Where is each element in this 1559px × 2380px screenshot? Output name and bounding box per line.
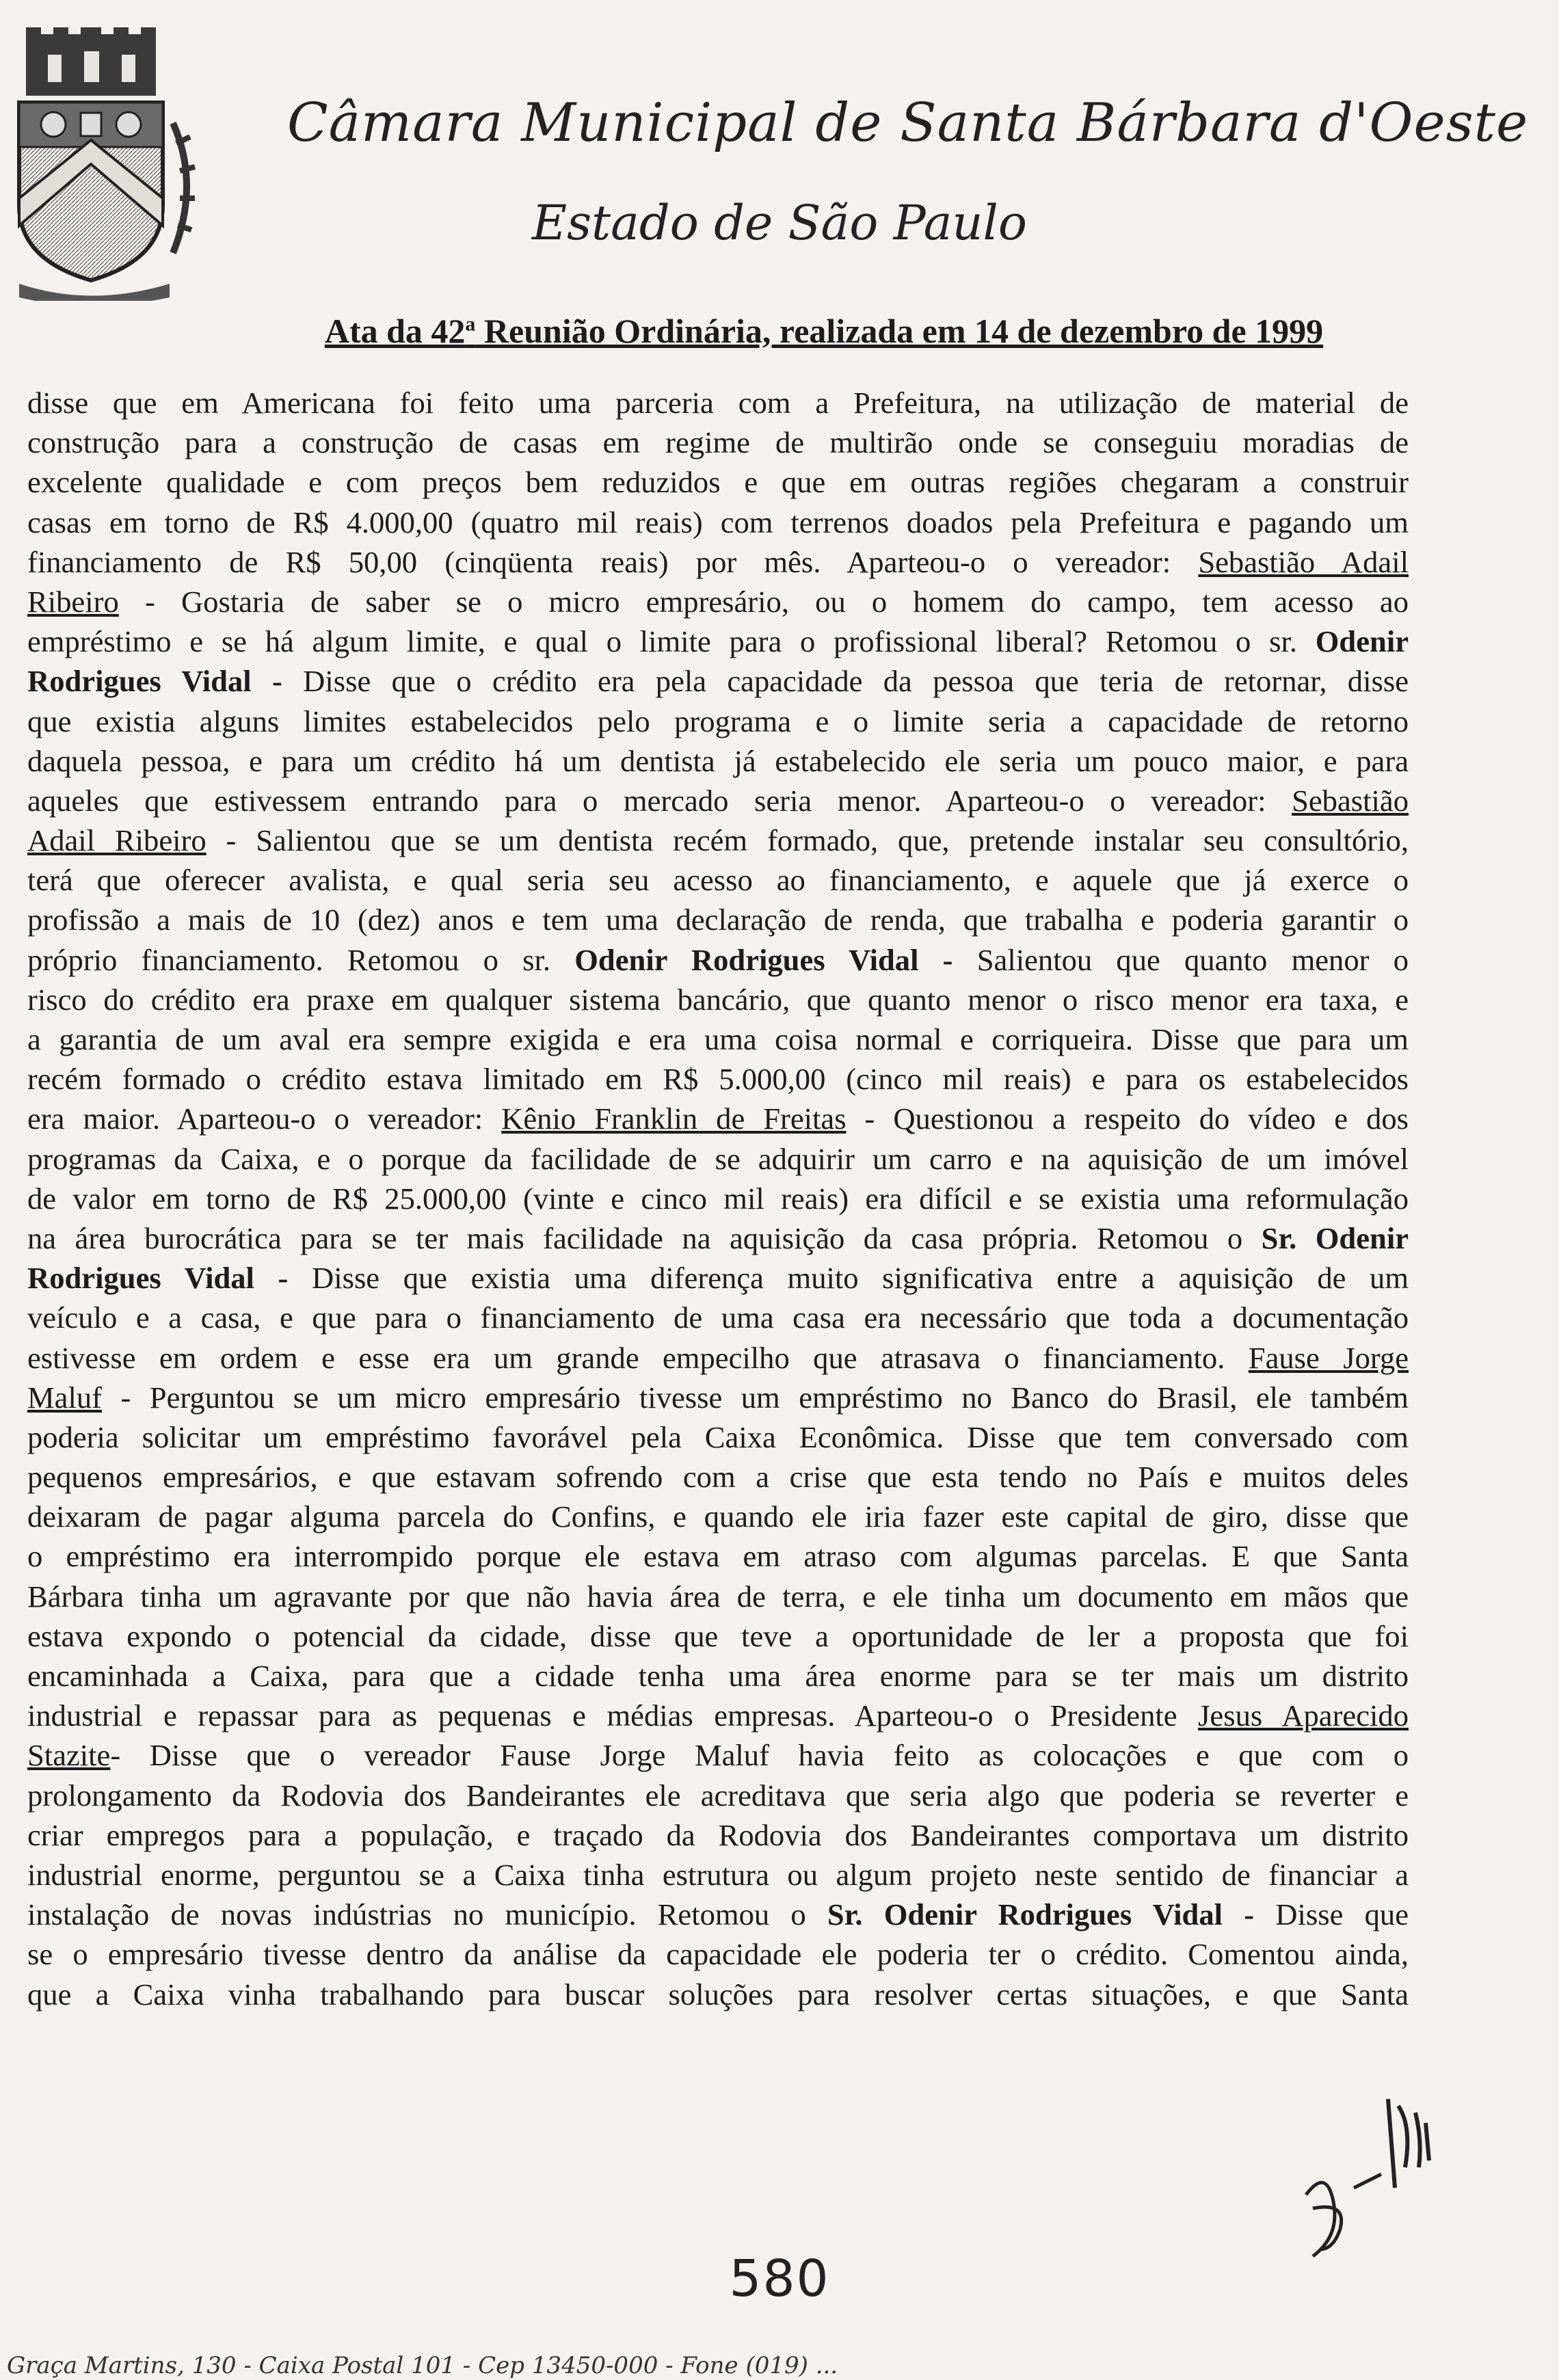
text-line xyxy=(27,1895,1409,1934)
text-line xyxy=(27,1218,1409,1258)
speaker-name: Sr. Odenir xyxy=(1261,1220,1409,1255)
text-line: construção para a construção de casas em regime de multirão onde se conseguiu moradias de xyxy=(27,425,1409,460)
text-line: de valor em torno de R$ 25.000,00 (vinte e cinco mil reais) era difícil e se existia uma reformulação xyxy=(27,1181,1409,1216)
text-segment: estivesse em ordem e esse era um grande empecilho que atrasava o financiamento. xyxy=(27,1340,1249,1375)
signature-initials xyxy=(1285,2085,1463,2263)
text-line: risco do crédito era praxe em qualquer sistema bancário, que quanto menor o risco menor era taxa, e xyxy=(27,982,1409,1017)
speaker-name: Maluf xyxy=(27,1380,102,1415)
heading-ordinal: a xyxy=(465,312,476,336)
text-line: se o empresário tivesse dentro da análise da capacidade ele poderia ter o crédito. Comentou ainda, xyxy=(27,1937,1409,1972)
text-line xyxy=(27,781,1409,820)
text-line xyxy=(27,661,1409,701)
heading-suffix: Reunião Ordinária, realizada em 14 de dezembro de 1999 xyxy=(475,312,1324,350)
text-segment: aqueles que estivessem entrando para o mercado seria menor. Aparteou-o o vereador: xyxy=(27,783,1292,818)
text-line: recém formado o crédito estava limitado em R$ 5.000,00 (cinco mil reais) e para os estabelecidos xyxy=(27,1062,1409,1097)
text-line xyxy=(27,542,1409,582)
text-segment: Salientou que quanto menor o xyxy=(952,942,1409,977)
text-segment: Disse que o crédito era pela capacidade da pessoa que teria de retornar, disse xyxy=(282,664,1409,699)
text-line: a garantia de um aval era sempre exigida e era uma coisa normal e corriqueira. Disse que para um xyxy=(27,1022,1409,1056)
text-line: Bárbara tinha um agravante por que não havia área de terra, e ele tinha um documento em mãos que xyxy=(27,1579,1409,1614)
text-line xyxy=(27,940,1409,980)
text-segment: na área burocrática para se ter mais facilidade na aquisição da casa própria. Retomou o xyxy=(27,1220,1262,1255)
text-segment: industrial e repassar para as pequenas e médias empresas. Aparteou-o o Presidente xyxy=(27,1698,1199,1733)
text-line: excelente qualidade e com preços bem reduzidos e que em outras regiões chegaram a construir xyxy=(27,465,1409,500)
text-line: disse que em Americana foi feito uma parceria com a Prefeitura, na utilização de material de xyxy=(27,386,1409,420)
text-line: que existia alguns limites estabelecidos pelo programa e o limite seria a capacidade de retorno xyxy=(27,704,1409,738)
speaker-name: Rodrigues Vidal - xyxy=(27,664,282,699)
text-line: profissão a mais de 10 (dez) anos e tem uma declaração de renda, que trabalha e poderia garantir o xyxy=(27,902,1409,937)
text-line xyxy=(27,1258,1409,1298)
heading-prefix: Ata da 42 xyxy=(324,312,466,350)
text-line xyxy=(27,820,1409,860)
text-line: deixaram de pagar alguma parcela do Confins, e quando ele iria fazer este capital de giro, disse que xyxy=(27,1499,1409,1534)
text-segment: Disse que existia uma diferença muito significativa entre a aquisição de um xyxy=(288,1261,1409,1296)
text-line xyxy=(27,1378,1409,1417)
minutes-body xyxy=(27,383,1409,2014)
institution-name: Câmara Municipal de Santa Bárbara d'Oeste xyxy=(287,92,1529,154)
text-line: veículo e a casa, e que para o financiamento de uma casa era necessário que toda a documentação xyxy=(27,1300,1409,1335)
speaker-name: Sebastião Adail xyxy=(1198,544,1409,579)
speaker-name: Stazite xyxy=(27,1738,111,1773)
text-line: programas da Caixa, e o porque da facilidade de se adquirir um carro e na aquisição de um imóvel xyxy=(27,1141,1409,1176)
text-line: casas em torno de R$ 4.000,00 (quatro mil reais) com terrenos doados pela Prefeitura e pagando um xyxy=(27,505,1409,539)
text-segment: próprio financiamento. Retomou o sr. xyxy=(27,942,575,977)
speaker-name: Rodrigues Vidal - xyxy=(27,1261,289,1296)
text-line xyxy=(27,1338,1409,1378)
text-line: terá que oferecer avalista, e qual seria seu acesso ao financiamento, e aquele que já exerce o xyxy=(27,863,1409,898)
text-segment: - Disse que o vereador Fause Jorge Maluf havia feito as colocações e que com o xyxy=(110,1738,1409,1773)
text-line xyxy=(27,1099,1409,1138)
speaker-name: Fause Jorge xyxy=(1248,1340,1409,1375)
text-segment: empréstimo e se há algum limite, e qual o limite para o profissional liberal? Retomou o sr. xyxy=(27,624,1316,659)
speaker-name: Kênio Franklin de Freitas xyxy=(501,1101,847,1136)
text-line: poderia solicitar um empréstimo favorável pela Caixa Econômica. Disse que tem conversado com xyxy=(27,1419,1409,1454)
text-line: encaminhada a Caixa, para que a cidade tenha uma área enorme para se ter mais um distrito xyxy=(27,1659,1409,1693)
text-line: daquela pessoa, e para um crédito há um dentista já estabelecido ele seria um pouco maior, e para xyxy=(27,743,1409,778)
text-line xyxy=(27,582,1409,621)
text-line: o empréstimo era interrompido porque ele estava em atraso com algumas parcelas. E que Santa xyxy=(27,1539,1409,1574)
text-segment: - Questionou a respeito do vídeo e dos xyxy=(846,1101,1409,1136)
text-line xyxy=(27,1696,1409,1735)
text-segment: - Perguntou se um micro empresário tivesse um empréstimo no Banco do Brasil, ele também xyxy=(101,1380,1409,1415)
text-line xyxy=(27,621,1409,661)
text-segment: - Gostaria de saber se o micro empresário, ou o homem do campo, tem acesso ao xyxy=(118,584,1409,619)
speaker-name: Ribeiro xyxy=(27,584,119,619)
speaker-name: Jesus Aparecido xyxy=(1198,1698,1409,1733)
text-segment: era maior. Aparteou-o o vereador: xyxy=(27,1101,502,1136)
text-line: estava expondo o potencial da cidade, disse que teve a oportunidade de ler a proposta que foi xyxy=(27,1618,1409,1653)
text-segment: Disse que xyxy=(1254,1897,1409,1932)
page-number: 580 xyxy=(729,2249,830,2308)
text-line: industrial enorme, perguntou se a Caixa tinha estrutura ou algum projeto neste sentido de financiar a xyxy=(27,1857,1409,1892)
footer-address: Graça Martins, 130 - Caixa Postal 101 - Cep 13450-000 - Fone (019) ... xyxy=(7,2352,838,2379)
text-segment: financiamento de R$ 50,00 (cinqüenta reais) por mês. Aparteou-o o vereador: xyxy=(27,544,1199,579)
state-name: Estado de São Paulo xyxy=(532,195,1027,251)
speaker-name: Adail Ribeiro xyxy=(27,823,206,858)
text-line: que a Caixa vinha trabalhando para buscar soluções para resolver certas situações, e que Santa xyxy=(27,1977,1409,2011)
text-line: prolongamento da Rodovia dos Bandeirantes ele acreditava que seria algo que poderia se reverter e xyxy=(27,1778,1409,1813)
speaker-name: Sr. Odenir Rodrigues Vidal - xyxy=(827,1897,1255,1932)
speaker-name: Odenir xyxy=(1315,624,1409,659)
speaker-name: Sebastião xyxy=(1292,783,1409,818)
text-segment: instalação de novas indústrias no município. Retomou o xyxy=(27,1897,827,1932)
text-segment: - Salientou que se um dentista recém formado, que, pretende instalar seu consultório, xyxy=(206,823,1409,858)
text-line: criar empregos para a população, e traçado da Rodovia dos Bandeirantes comportava um distrito xyxy=(27,1817,1409,1852)
text-line xyxy=(27,1735,1409,1775)
text-line: pequenos empresários, e que estavam sofrendo com a crise que esta tendo no País e muitos deles xyxy=(27,1460,1409,1495)
coat-of-arms-icon xyxy=(5,27,204,301)
speaker-name: Odenir Rodrigues Vidal - xyxy=(574,942,953,977)
minutes-heading xyxy=(0,311,1559,351)
